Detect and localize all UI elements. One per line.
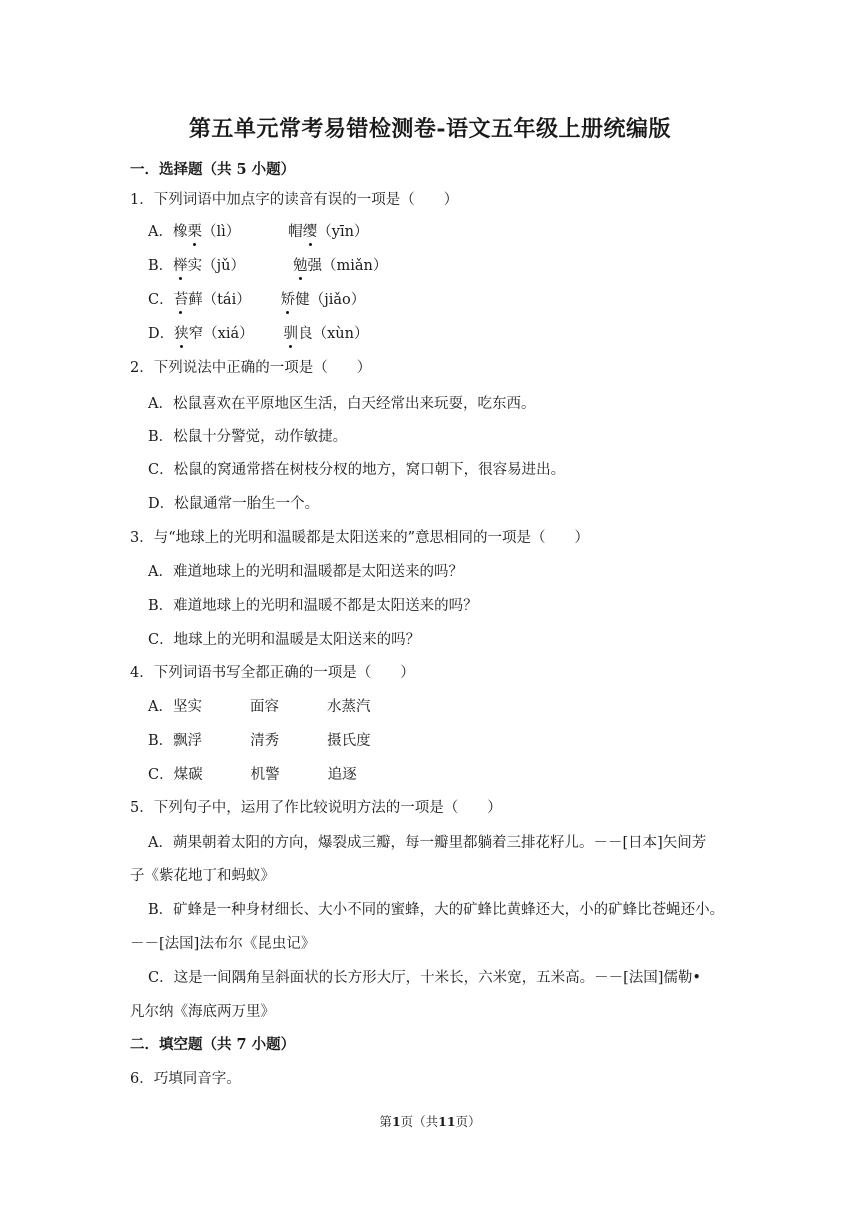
- page-total: 11: [438, 1114, 456, 1129]
- question-4-stem: 4．下列词语书写全都正确的一项是（ ）: [130, 665, 415, 681]
- question-3-stem: 3．与“地球上的光明和温暖都是太阳送来的”意思相同的一项是（ ）: [130, 530, 590, 546]
- question-2-option-a: A．松鼠喜欢在平原地区生活，白天经常出来玩耍，吃东西。: [148, 396, 536, 412]
- page-title: 第五单元常考易错检测卷-语文五年级上册统编版: [188, 116, 672, 142]
- question-2-option-d: D．松鼠通常一胎生一个。: [148, 496, 320, 512]
- page-footer: 第1页（共11页）: [379, 1114, 481, 1129]
- question-3-option-a: A．难道地球上的光明和温暖都是太阳送来的吗？: [148, 564, 463, 580]
- question-5-option-c-cont: 凡尔纳《海底两万里》: [130, 1004, 275, 1020]
- emphasis-dot-char: 驯: [283, 326, 299, 342]
- question-3-option-b: B．难道地球上的光明和温暖不都是太阳送来的吗？: [148, 598, 478, 614]
- question-4-option-a: A．坚实 面容 水蒸汽: [148, 699, 371, 715]
- emphasis-dot-char: 苔: [173, 292, 189, 308]
- question-5-stem: 5．下列句子中，运用了作比较说明方法的一项是（ ）: [130, 800, 502, 816]
- emphasis-dot-char: 栗: [187, 224, 202, 240]
- question-1-option-c: C．苔藓（tái） 矫健（jiǎo）: [148, 292, 366, 308]
- question-5-option-b: B．矿蜂是一种身材细长、大小不同的蜜蜂，大的矿蜂比黄蜂还大，小的矿蜂比苍蝇还小。: [148, 902, 725, 918]
- question-5-option-a: A．蒴果朝着太阳的方向，爆裂成三瓣，每一瓣里都躺着三排花籽儿。－－[日本]矢间芳: [148, 835, 707, 851]
- question-2-option-c: C．松鼠的窝通常搭在树枝分杈的地方，窝口朝下，很容易进出。: [148, 462, 566, 478]
- emphasis-dot-char: 榉: [173, 258, 188, 274]
- question-1-stem: 1．下列词语中加点字的读音有误的一项是（ ）: [130, 192, 459, 208]
- question-4-option-c: C．煤碳 机警 追逐: [148, 767, 357, 783]
- question-5-option-b-cont: －－[法国]法布尔《昆虫记》: [130, 936, 316, 952]
- emphasis-dot-char: 勉: [293, 258, 308, 274]
- question-6-stem: 6．巧填同音字。: [130, 1071, 241, 1087]
- question-1-option-a: A．橡栗（lì） 帽缨（yīn）: [148, 224, 369, 240]
- emphasis-dot-char: 矫: [280, 292, 296, 308]
- question-5-option-c: C．这是一间隅角呈斜面状的长方形大厅，十米长，六米宽，五米高。－－[法国]儒勒•: [148, 970, 701, 986]
- section-fill-heading: 二．填空题（共 7 小题）: [130, 1036, 296, 1053]
- section-choice-heading: 一．选择题（共 5 小题）: [130, 161, 296, 178]
- page-number: 1: [391, 1114, 401, 1129]
- emphasis-dot-char: 狭: [174, 326, 189, 342]
- question-4-option-b: B．飘浮 清秀 摄氏度: [148, 733, 371, 749]
- question-1-option-b: B．榉实（jǔ） 勉强（miǎn）: [148, 258, 388, 274]
- question-5-option-a-cont: 子《紫花地丁和蚂蚁》: [130, 868, 275, 884]
- question-2-option-b: B．松鼠十分警觉，动作敏捷。: [148, 429, 348, 445]
- question-3-option-c: C．地球上的光明和温暖是太阳送来的吗？: [148, 632, 421, 648]
- question-1-option-d: D．狭窄（xiá） 驯良（xùn）: [148, 326, 369, 342]
- question-2-stem: 2．下列说法中正确的一项是（ ）: [130, 360, 372, 376]
- emphasis-dot-char: 缨: [302, 224, 318, 240]
